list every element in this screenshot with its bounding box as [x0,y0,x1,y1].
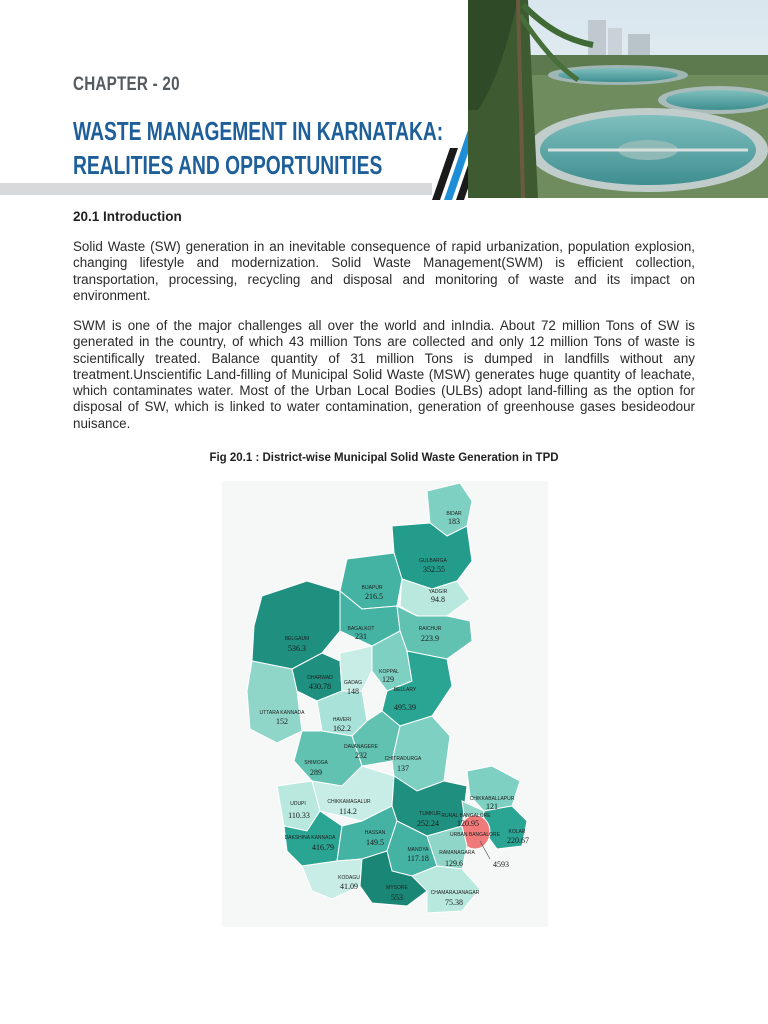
label-name-kodagu: KODAGU [338,875,360,881]
chapter-label: CHAPTER - 20 [73,74,180,95]
label-value-chitradurga: 137 [397,764,409,773]
label-value-ramanagara: 129.6 [445,859,463,868]
label-name-bagalkot: BAGALKOT [347,626,375,632]
label-value-bijapur: 216.5 [365,592,383,601]
section-heading: 20.1 Introduction [73,209,182,224]
label-name-chikkaballapur: CHIKKABALLAPUR [469,796,515,802]
district-shape-gulbarga [392,523,472,589]
label-value-bellary: 495.39 [394,703,416,712]
label-name-haveri: HAVERI [332,717,352,723]
label-name-koppal: KOPPAL [379,669,399,675]
label-name-bijapur: BIJAPUR [361,585,383,591]
label-value-gulbarga: 352.55 [423,565,445,574]
label-name-davanagere: DAVANAGERE [344,744,378,750]
title-line-1: WASTE MANAGEMENT IN KARNATAKA: [73,116,444,146]
label-value-chikkaballapur: 121 [486,802,498,811]
label-name-urban-bangalore: URBAN BANGALORE [449,832,501,838]
label-name-bidar: BIDAR [446,511,462,517]
label-value-udupi: 110.33 [288,811,310,820]
label-value-davanagere: 232 [355,751,367,760]
label-value-shimoga: 289 [310,768,322,777]
label-value-haveri: 162.2 [333,724,351,733]
label-value-urban-bangalore: 4593 [493,860,509,869]
label-name-gulbarga: GULBARGA [419,558,447,564]
label-name-kolar: KOLAR [508,829,526,835]
label-value-bagalkot: 231 [355,632,367,641]
label-name-hassan: HASSAN [364,830,386,836]
karnataka-district-map [222,481,548,927]
label-name-mandya: MANDYA [407,847,429,853]
label-name-yadgir: YADGIR [428,589,448,595]
label-name-rural-bangalore: RURAL BANGALORE [441,813,491,819]
label-name-chamarajanagar: CHAMARAJANAGAR [430,890,480,896]
label-name-udupi: UDUPI [290,801,306,807]
district-shape-chitradurga [392,716,450,791]
label-name-tumkur: TUMKUR [419,811,441,817]
chapter-title [73,114,443,182]
label-name-bellary: BELLARY [393,687,417,693]
label-name-dharwad: DHARWAD [307,675,333,681]
label-value-yadgir: 94.8 [431,595,445,604]
label-name-belgaum: BELGAUM [284,636,310,642]
intro-paragraph-1: Solid Waste (SW) generation in an inevitable consequence of rapid urbanization, population explosion, changing lifestyle and modernization. Solid Waste Management(SWM) is efficient collection, transportation, processing, recycling and disposal and monitoring of waste and its impact on environment. [73,239,695,303]
label-name-dakshina-kannada: DAKSHINA KANNADA [284,835,336,841]
label-value-koppal: 129 [382,675,394,684]
label-value-chikkamagalur: 114.2 [339,807,357,816]
label-value-raichur: 223.9 [421,634,439,643]
intro-paragraph-2: SWM is one of the major challenges all over the world and inIndia. About 72 million Tons of SW is generated in the country, of which 43 million Tons are collected and only 12 million Tons of waste is scientifically treated. Balance quantity of 31 million Tons is dumped in landfills without any treatment.Unscientific Land-filling of Municipal Solid Waste (MSW) generates huge quantity of leachate, which contaminates water. Most of the Urban Local Bodies (ULBs) adopt land-filling as the option for disposal of SW, which is linked to water contamination, generation of greenhouse gases besideodour nuisance. [73,318,695,431]
label-name-uttara-kannada: UTTARA KANNADA [259,710,305,716]
figure-caption: Fig 20.1 : District-wise Municipal Solid Waste Generation in TPD [209,452,559,464]
label-name-mysore: MYSORE [386,885,408,891]
label-name-gadag: GADAG [343,680,363,686]
label-value-tumkur: 252.24 [417,819,439,828]
label-name-ramanagara: RAMANAGARA [439,850,475,856]
label-value-dakshina-kannada: 416.79 [312,843,334,852]
label-name-chikkamagalur: CHIKKAMAGALUR [327,799,371,805]
label-value-rural-bangalore: 120.95 [457,819,479,828]
label-name-chitradurga: CHITRADURGA [384,756,422,762]
label-value-uttara-kannada: 152 [276,717,288,726]
title-line-2: REALITIES AND OPPORTUNITIES [73,150,383,180]
label-value-mandya: 117.18 [407,854,429,863]
label-value-dharwad: 430.78 [309,682,331,691]
label-value-kodagu: 41.09 [340,882,358,891]
label-value-kolar: 220.67 [507,836,529,845]
label-value-bidar: 183 [448,517,460,526]
label-value-mysore: 553 [391,893,403,902]
label-value-belgaum: 536.3 [288,644,306,653]
header-photo-treatment-plant [468,0,768,198]
label-value-chamarajanagar: 75.38 [445,898,463,907]
header-divider-band [0,183,432,195]
label-name-raichur: RAICHUR [418,626,442,632]
label-value-gadag: 148 [347,687,359,696]
label-value-hassan: 149.5 [366,838,384,847]
label-name-shimoga: SHIMOGA [304,760,328,766]
